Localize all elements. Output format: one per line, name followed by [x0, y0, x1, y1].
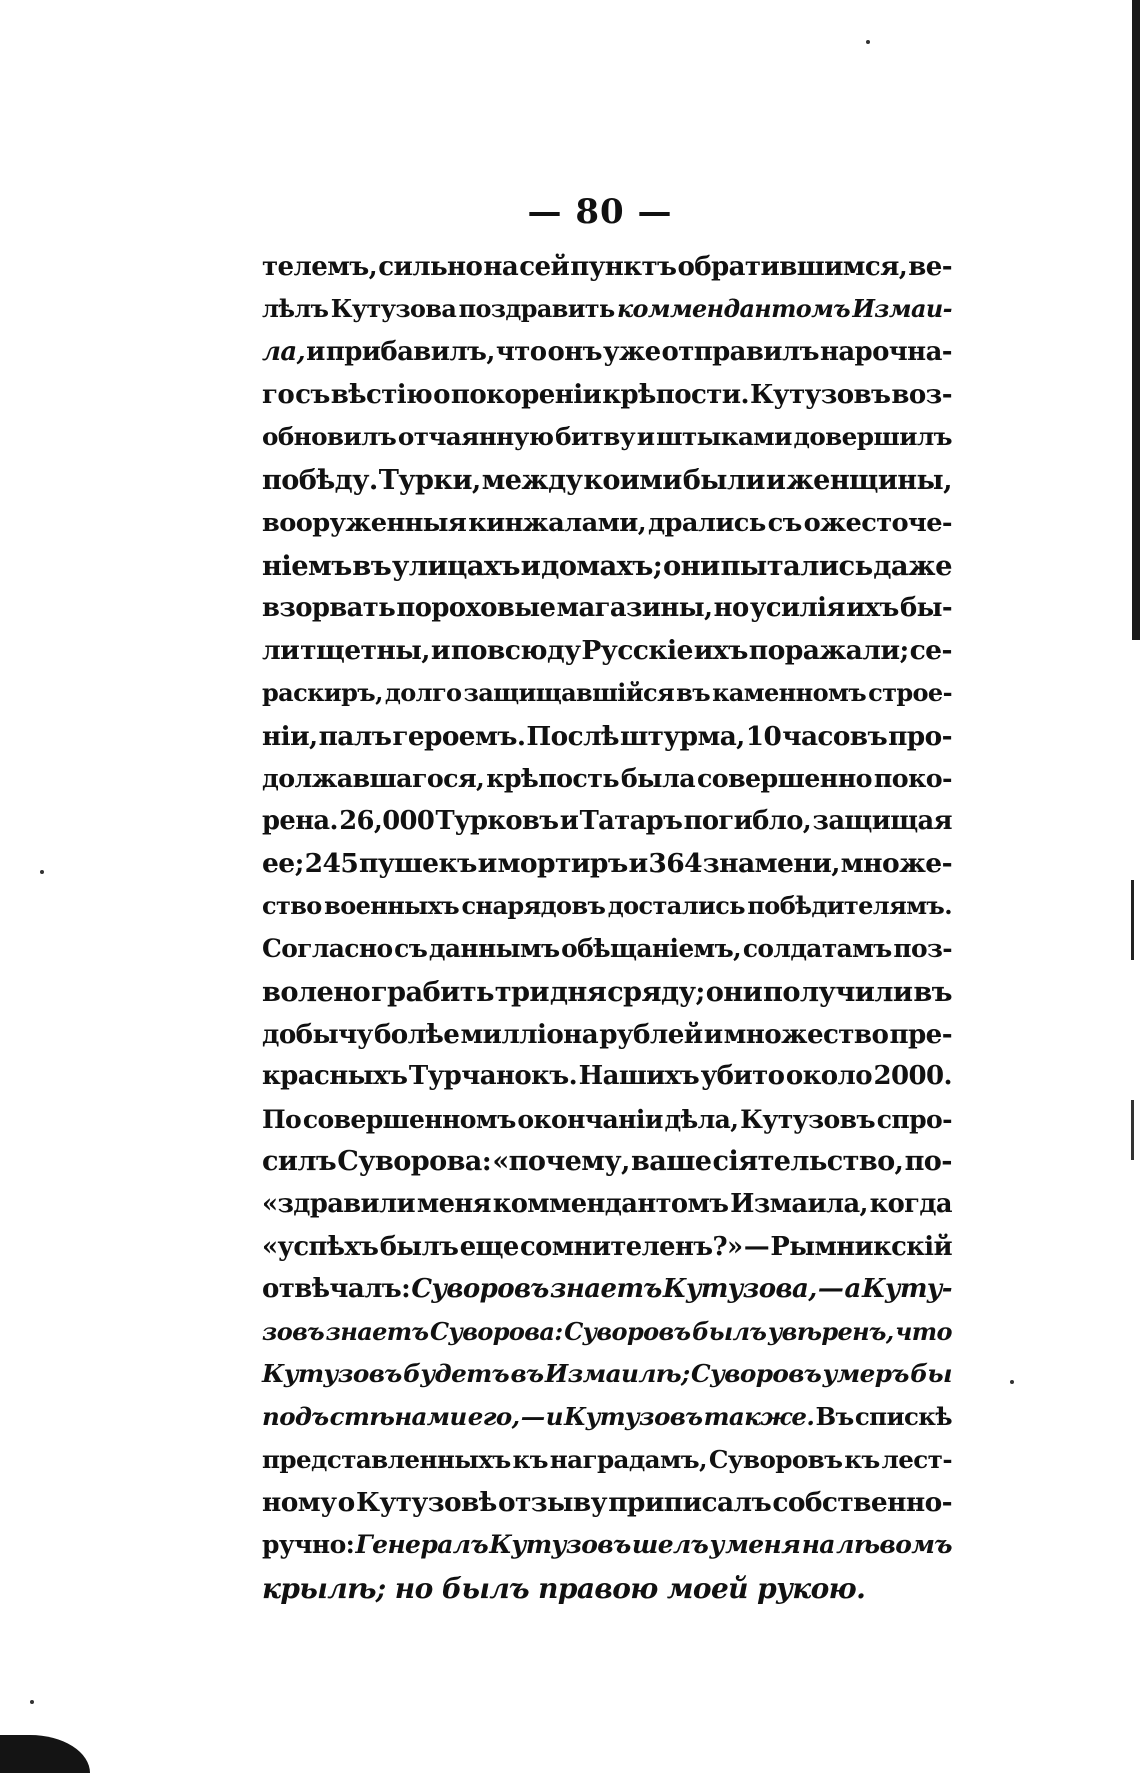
word: былъ [379, 1231, 459, 1262]
italic-word: — [520, 1402, 545, 1432]
text-line [262, 1019, 952, 1062]
word: были [682, 464, 765, 496]
italic-word: Кутузовъ [489, 1529, 631, 1559]
word: побѣду. [262, 464, 378, 496]
word: множе- [840, 848, 952, 880]
italic-word: что [895, 1316, 952, 1346]
word: они [662, 550, 720, 583]
italic-word: знаетъ [549, 1274, 662, 1305]
word: окончаніи [517, 1103, 663, 1134]
word: «почему, [492, 1146, 630, 1178]
word: лѣлъ [262, 294, 329, 323]
word: повсюду [450, 635, 581, 667]
word: телемъ, [262, 252, 378, 282]
text-line [262, 976, 952, 1019]
word: сряду; [607, 976, 705, 1009]
word: битву [555, 422, 635, 452]
word: была [620, 763, 695, 794]
word: магазины, [556, 592, 713, 623]
word: сей [519, 252, 570, 282]
word: мортиръ [497, 848, 628, 880]
word: довершилъ [793, 422, 952, 452]
word: Послѣ [526, 720, 619, 752]
text-line [262, 721, 952, 764]
word: лест- [881, 1444, 952, 1474]
text-line [262, 1317, 952, 1360]
word: рублей [599, 1018, 703, 1050]
text-line [262, 1572, 952, 1615]
page-edge-shadow [1132, 0, 1140, 640]
word: когда [869, 1189, 952, 1220]
word: и [520, 550, 541, 583]
italic-word: ла, [262, 337, 306, 368]
italic-word: а [844, 1274, 861, 1305]
word: еще [459, 1231, 519, 1262]
word: погибло, [683, 805, 812, 836]
italic-word: будетъ [403, 1359, 510, 1389]
word: множество [723, 1018, 889, 1050]
word: 10 [745, 720, 782, 752]
italic-word: Измаи- [852, 294, 952, 323]
text-line [262, 806, 952, 849]
word: воз- [891, 379, 952, 410]
word: 26,000 [339, 805, 435, 836]
italic-word: лѣвомъ [836, 1529, 952, 1559]
word: милліона [460, 1018, 599, 1050]
body-text [262, 252, 952, 1615]
word: собственно- [772, 1487, 952, 1519]
word: штурма, [619, 720, 745, 752]
speck [40, 870, 44, 874]
word: о [337, 1487, 355, 1519]
word: поздравить [458, 294, 615, 323]
word: вооруженныя [262, 507, 467, 538]
word: три [494, 976, 550, 1009]
italic-word: Кутузовъ [262, 1359, 402, 1389]
word: даже [873, 550, 952, 583]
word: но [713, 592, 749, 623]
word: ихъ [846, 592, 899, 623]
word: ее; [262, 848, 304, 880]
word: се- [909, 635, 952, 667]
italic-word: Генералъ [355, 1529, 489, 1559]
text-line [262, 1189, 952, 1232]
word: Турковъ [435, 805, 559, 836]
word: и [636, 422, 655, 452]
word: отчаянную [397, 422, 554, 452]
page-edge-mark [1131, 880, 1134, 960]
word: героемъ. [392, 720, 526, 752]
text-line [262, 508, 952, 551]
word: около [785, 1061, 872, 1092]
word: снарядовъ [461, 890, 606, 920]
word: Рымникскій [770, 1231, 952, 1262]
word: нарочна- [819, 337, 952, 368]
word: крѣпость [486, 763, 619, 794]
word: въ [352, 550, 392, 583]
word: между [481, 464, 583, 496]
word: улицахъ [391, 550, 520, 583]
word: къ [512, 1444, 548, 1474]
word: Въ [815, 1402, 854, 1432]
word: сіятельство, [712, 1146, 904, 1178]
word: обновилъ [262, 422, 397, 452]
word: добычу [262, 1018, 373, 1050]
word: про- [888, 720, 952, 752]
word: бы- [899, 592, 952, 623]
text-line [262, 763, 952, 806]
italic-word: его, [467, 1402, 520, 1432]
word: Суворовъ [708, 1444, 843, 1474]
word: усилія [749, 592, 845, 623]
word: о [433, 379, 450, 410]
word: представленныхъ [262, 1444, 511, 1474]
word: ли [262, 635, 300, 667]
word: ваше [631, 1146, 712, 1178]
italic-word: подъ [262, 1402, 329, 1432]
italic-word: Суворовъ [564, 1316, 691, 1346]
text-line [262, 1402, 952, 1445]
word: съ [295, 379, 330, 410]
word: и [703, 1018, 723, 1050]
word: военныхъ [324, 890, 460, 920]
speck [30, 1700, 34, 1704]
text-line [262, 891, 952, 934]
word: дня [549, 976, 607, 1009]
word: тщетны, [300, 635, 430, 667]
italic-word: также. [703, 1402, 815, 1432]
italic-word: въ [510, 1359, 544, 1389]
word: совершенномъ [302, 1103, 516, 1134]
word: ве- [908, 252, 952, 282]
text-line [262, 678, 952, 721]
word: Измаила, [730, 1189, 868, 1220]
text-line [262, 1104, 952, 1147]
speck [1010, 1380, 1014, 1384]
word: Татаръ [579, 805, 683, 836]
word: дрались [648, 507, 766, 538]
word: 2000. [873, 1061, 952, 1092]
word: прибавилъ, [325, 337, 495, 368]
word: съ [394, 933, 428, 963]
word: и [477, 848, 497, 880]
word: отвѣчалъ: [262, 1274, 411, 1305]
word: коими [583, 464, 682, 496]
word: грабить [370, 976, 494, 1009]
word: въ [676, 677, 711, 707]
word: что [495, 337, 547, 368]
italic-word: Кутузова, [662, 1274, 817, 1305]
word: 364 [648, 848, 702, 880]
word: кинжалами, [468, 507, 647, 538]
word: коммендантомъ [492, 1189, 729, 1220]
word: и [765, 464, 786, 496]
italic-word: у [709, 1529, 724, 1559]
word: солдатамъ [742, 933, 892, 963]
page-number: — 80 — [527, 192, 673, 232]
word: совершенно [696, 763, 872, 794]
word: Кутузова [330, 294, 457, 323]
word: Кутузовѣ [355, 1487, 497, 1519]
italic-word: знаетъ [325, 1316, 429, 1346]
word: рена. [262, 805, 338, 836]
word: и [628, 848, 648, 880]
scan-smudge [0, 1735, 90, 1773]
word: ніемъ [262, 550, 352, 583]
word: защищавшійся [463, 677, 675, 707]
word: сомнителенъ?» [520, 1231, 743, 1262]
text-line [262, 252, 952, 295]
word: получили [763, 976, 913, 1009]
word: и [430, 635, 450, 667]
word: достались [607, 890, 745, 920]
word: къ [844, 1444, 880, 1474]
word: въ [913, 976, 952, 1009]
italic-word: стѣнами [329, 1402, 467, 1432]
text-line [262, 1359, 952, 1402]
word: штыками [656, 422, 792, 452]
italic-word: Измаилѣ; [544, 1359, 690, 1389]
text-line [262, 1274, 952, 1317]
word: пытались [720, 550, 873, 583]
word: ніи, [262, 720, 318, 752]
word: пушекъ [359, 848, 477, 880]
word: пороховые [396, 592, 556, 623]
text-line [262, 1232, 952, 1275]
word: убито [700, 1061, 785, 1092]
word: каменномъ [712, 677, 867, 707]
word: защищая [812, 805, 952, 836]
text-line [262, 1445, 952, 1488]
word: ство [262, 890, 322, 920]
italic-word: Суворовъ [411, 1274, 549, 1305]
word: знамени, [702, 848, 840, 880]
word: поз- [893, 933, 952, 963]
word: съ [767, 507, 802, 538]
word: — [743, 1231, 770, 1262]
word: Кутузовъ [740, 1103, 876, 1134]
word: поражали; [748, 635, 909, 667]
word: красныхъ [262, 1061, 408, 1092]
text-line [262, 380, 952, 423]
text-line [262, 295, 952, 338]
italic-word: и [545, 1402, 563, 1432]
word: 245 [304, 848, 359, 880]
word: По [262, 1103, 302, 1134]
italic-word: бы [910, 1359, 952, 1389]
word: даннымъ [428, 933, 560, 963]
word: пре- [889, 1018, 952, 1050]
word: Кутузовъ [749, 379, 891, 410]
text-line [262, 934, 952, 977]
italic-word: увѣренъ, [767, 1316, 894, 1346]
word: пунктъ [570, 252, 677, 282]
word: волено [262, 976, 371, 1009]
text-line [262, 1061, 952, 1104]
word: и [306, 337, 325, 368]
italic-text: крылѣ; но былъ правою моей рукою. [262, 1572, 866, 1606]
text-line [262, 1487, 952, 1530]
word: дѣла, [664, 1103, 739, 1134]
word: сильно [378, 252, 483, 282]
word: го [262, 379, 295, 410]
word: обѣщаніемъ, [561, 933, 742, 963]
text-line [262, 422, 952, 465]
speck [866, 40, 870, 44]
word: ручно: [262, 1529, 355, 1559]
word: Согласно [262, 933, 393, 963]
word: побѣдителямъ. [747, 890, 952, 920]
word: вѣстію [330, 379, 433, 410]
word: Русскіе [581, 635, 693, 667]
text-line [262, 337, 952, 380]
text-line [262, 848, 952, 891]
word: наградамъ, [549, 1444, 708, 1474]
word: меня [416, 1189, 491, 1220]
word: строе- [868, 677, 952, 707]
word: болѣе [373, 1018, 460, 1050]
word: «успѣхъ [262, 1231, 379, 1262]
word: они [705, 976, 763, 1009]
text-line [262, 465, 952, 508]
text-line [262, 593, 952, 636]
word: крѣпости. [602, 379, 749, 410]
italic-word: Куту- [861, 1274, 952, 1305]
italic-word: Суворова: [430, 1316, 563, 1346]
italic-word: — [817, 1274, 844, 1305]
word: приписалъ [608, 1487, 772, 1519]
word: ихъ [693, 635, 748, 667]
word: «здравили [262, 1189, 416, 1220]
page-edge-mark [1131, 1100, 1134, 1160]
italic-word: коммендантомъ [616, 294, 850, 323]
word: долго [384, 677, 462, 707]
word: должавшагося, [262, 763, 485, 794]
word: Турчанокъ. [408, 1061, 578, 1092]
word: отзыву [497, 1487, 607, 1519]
italic-word: умеръ [822, 1359, 909, 1389]
italic-word: Кутузовъ [564, 1402, 703, 1432]
word: женщины, [786, 464, 952, 496]
word: силъ [262, 1146, 337, 1178]
text-line [262, 1530, 952, 1573]
word: спро- [876, 1103, 952, 1134]
word: уже [602, 337, 661, 368]
word: на [483, 252, 519, 282]
word: ному [262, 1487, 337, 1519]
word: обратившимся, [677, 252, 908, 282]
word: спискѣ [854, 1402, 952, 1432]
italic-word: былъ [692, 1316, 767, 1346]
word: ожесточе- [803, 507, 952, 538]
word: раскиръ, [262, 677, 383, 707]
word: Турки, [378, 464, 481, 496]
word: домахъ; [541, 550, 663, 583]
word: Суворова: [337, 1146, 492, 1178]
word: часовъ [782, 720, 888, 752]
text-line [262, 550, 952, 593]
word: онъ [547, 337, 602, 368]
italic-word: Суворовъ [691, 1359, 822, 1389]
word: взорвать [262, 592, 396, 623]
text-line [262, 635, 952, 678]
text-line [262, 1146, 952, 1189]
italic-word: меня [725, 1529, 801, 1559]
italic-word: зовъ [262, 1316, 325, 1346]
word: по- [904, 1146, 952, 1178]
italic-word: на [801, 1529, 835, 1559]
word: поко- [873, 763, 952, 794]
word: Нашихъ [578, 1061, 700, 1092]
word: покореніи [450, 379, 602, 410]
word: отправилъ [661, 337, 819, 368]
italic-word: шелъ [631, 1529, 709, 1559]
word: и [559, 805, 579, 836]
word: палъ [318, 720, 392, 752]
